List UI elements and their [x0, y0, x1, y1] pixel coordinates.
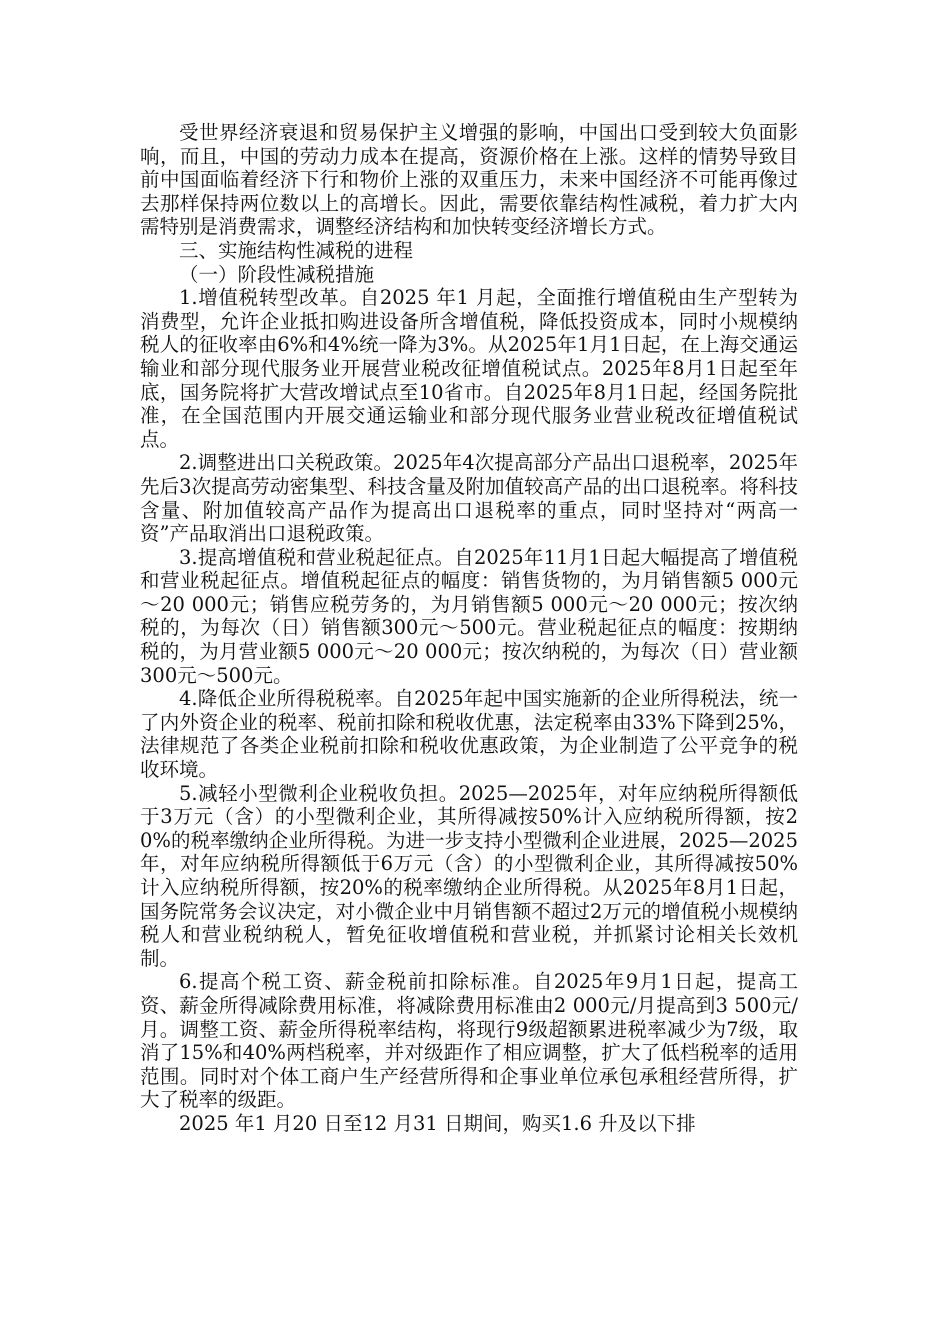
paragraph-item-6: 6.提高个税工资、薪金税前扣除标准。自2025年9月1日起，提高工资、薪金所得减除费用标准，将减除费用标准由2 000元/月提高到3 500元/月。调整工资、薪金所得税率结构，将现行9级超额累进税率减少为7级，取消了15%和40%两档税率，并对级距作了相应调整，扩大了低档税率的适用范围。同时对个体工商户生产经营所得和企事业单位承包承租经营所得，扩大了税率的级距。 [140, 970, 798, 1112]
document-body [140, 121, 798, 1136]
paragraph-intro: 受世界经济衰退和贸易保护主义增强的影响，中国出口受到较大负面影响，而且，中国的劳动力成本在提高，资源价格在上涨。这样的情势导致目前中国面临着经济下行和物价上涨的双重压力，未来中国经济不可能再像过去那样保持两位数以上的高增长。因此，需要依靠结构性减税，着力扩大内需特别是消费需求，调整经济结构和加快转变经济增长方式。 [140, 121, 798, 239]
paragraph-item-1: 1.增值税转型改革。自2025 年1 月起，全面推行增值税由生产型转为消费型，允许企业抵扣购进设备所含增值税，降低投资成本，同时小规模纳税人的征收率由6%和4%统一降为3%。从2025年1月1日起，在上海交通运输业和部分现代服务业开展营业税改征增值税试点。2025年8月1日起至年底，国务院将扩大营改增试点至10省市。自2025年8月1日起，经国务院批准，在全国范围内开展交通运输业和部分现代服务业营业税改征增值税试点。 [140, 286, 798, 451]
section-heading: 三、实施结构性减税的进程 [179, 238, 414, 262]
paragraph-item-3: 3.提高增值税和营业税起征点。自2025年11月1日起大幅提高了增值税和营业税起征点。增值税起征点的幅度：销售货物的，为月销售额5 000元～20 000元；销售应税劳务的，为月销售额5 000元～20 000元；按次纳税的，为每次（日）销售额300元～500元。营业税起征点的幅度：按期纳税的，为月营业额5 000元～20 000元；按次纳税的，为每次（日）营业额300元～500元。 [140, 545, 798, 687]
paragraph-item-2: 2.调整进出口关税政策。2025年4次提高部分产品出口退税率，2025年先后3次提高劳动密集型、科技含量及附加值较高产品的出口退税率。将科技含量、附加值较高产品作为提高出口退税率的重点，同时坚持对“两高一资”产品取消出口退税政策。 [140, 451, 798, 546]
paragraph-item-4: 4.降低企业所得税税率。自2025年起中国实施新的企业所得税法，统一了内外资企业的税率、税前扣除和税收优惠，法定税率由33%下降到25%，法律规范了各类企业税前扣除和税收优惠政策，为企业制造了公平竞争的税收环境。 [140, 687, 798, 782]
paragraph-trailing: 2025 年1 月20 日至12 月31 日期间，购买1.6 升及以下排 [179, 1111, 696, 1135]
subsection-heading: （一）阶段性减税措施 [179, 262, 375, 286]
paragraph-item-5: 5.减轻小型微利企业税收负担。2025—2025年，对年应纳税所得额低于3万元（含）的小型微利企业，其所得减按50%计入应纳税所得额，按20%的税率缴纳企业所得税。为进一步支持小型微利企业进展，2025—2025年，对年应纳税所得额低于6万元（含）的小型微利企业，其所得减按50%计入应纳税所得额，按20%的税率缴纳企业所得税。从2025年8月1日起，国务院常务会议决定，对小微企业中月销售额不超过2万元的增值税小规模纳税人和营业税纳税人，暂免征收增值税和营业税，并抓紧讨论相关长效机制。 [140, 781, 798, 970]
